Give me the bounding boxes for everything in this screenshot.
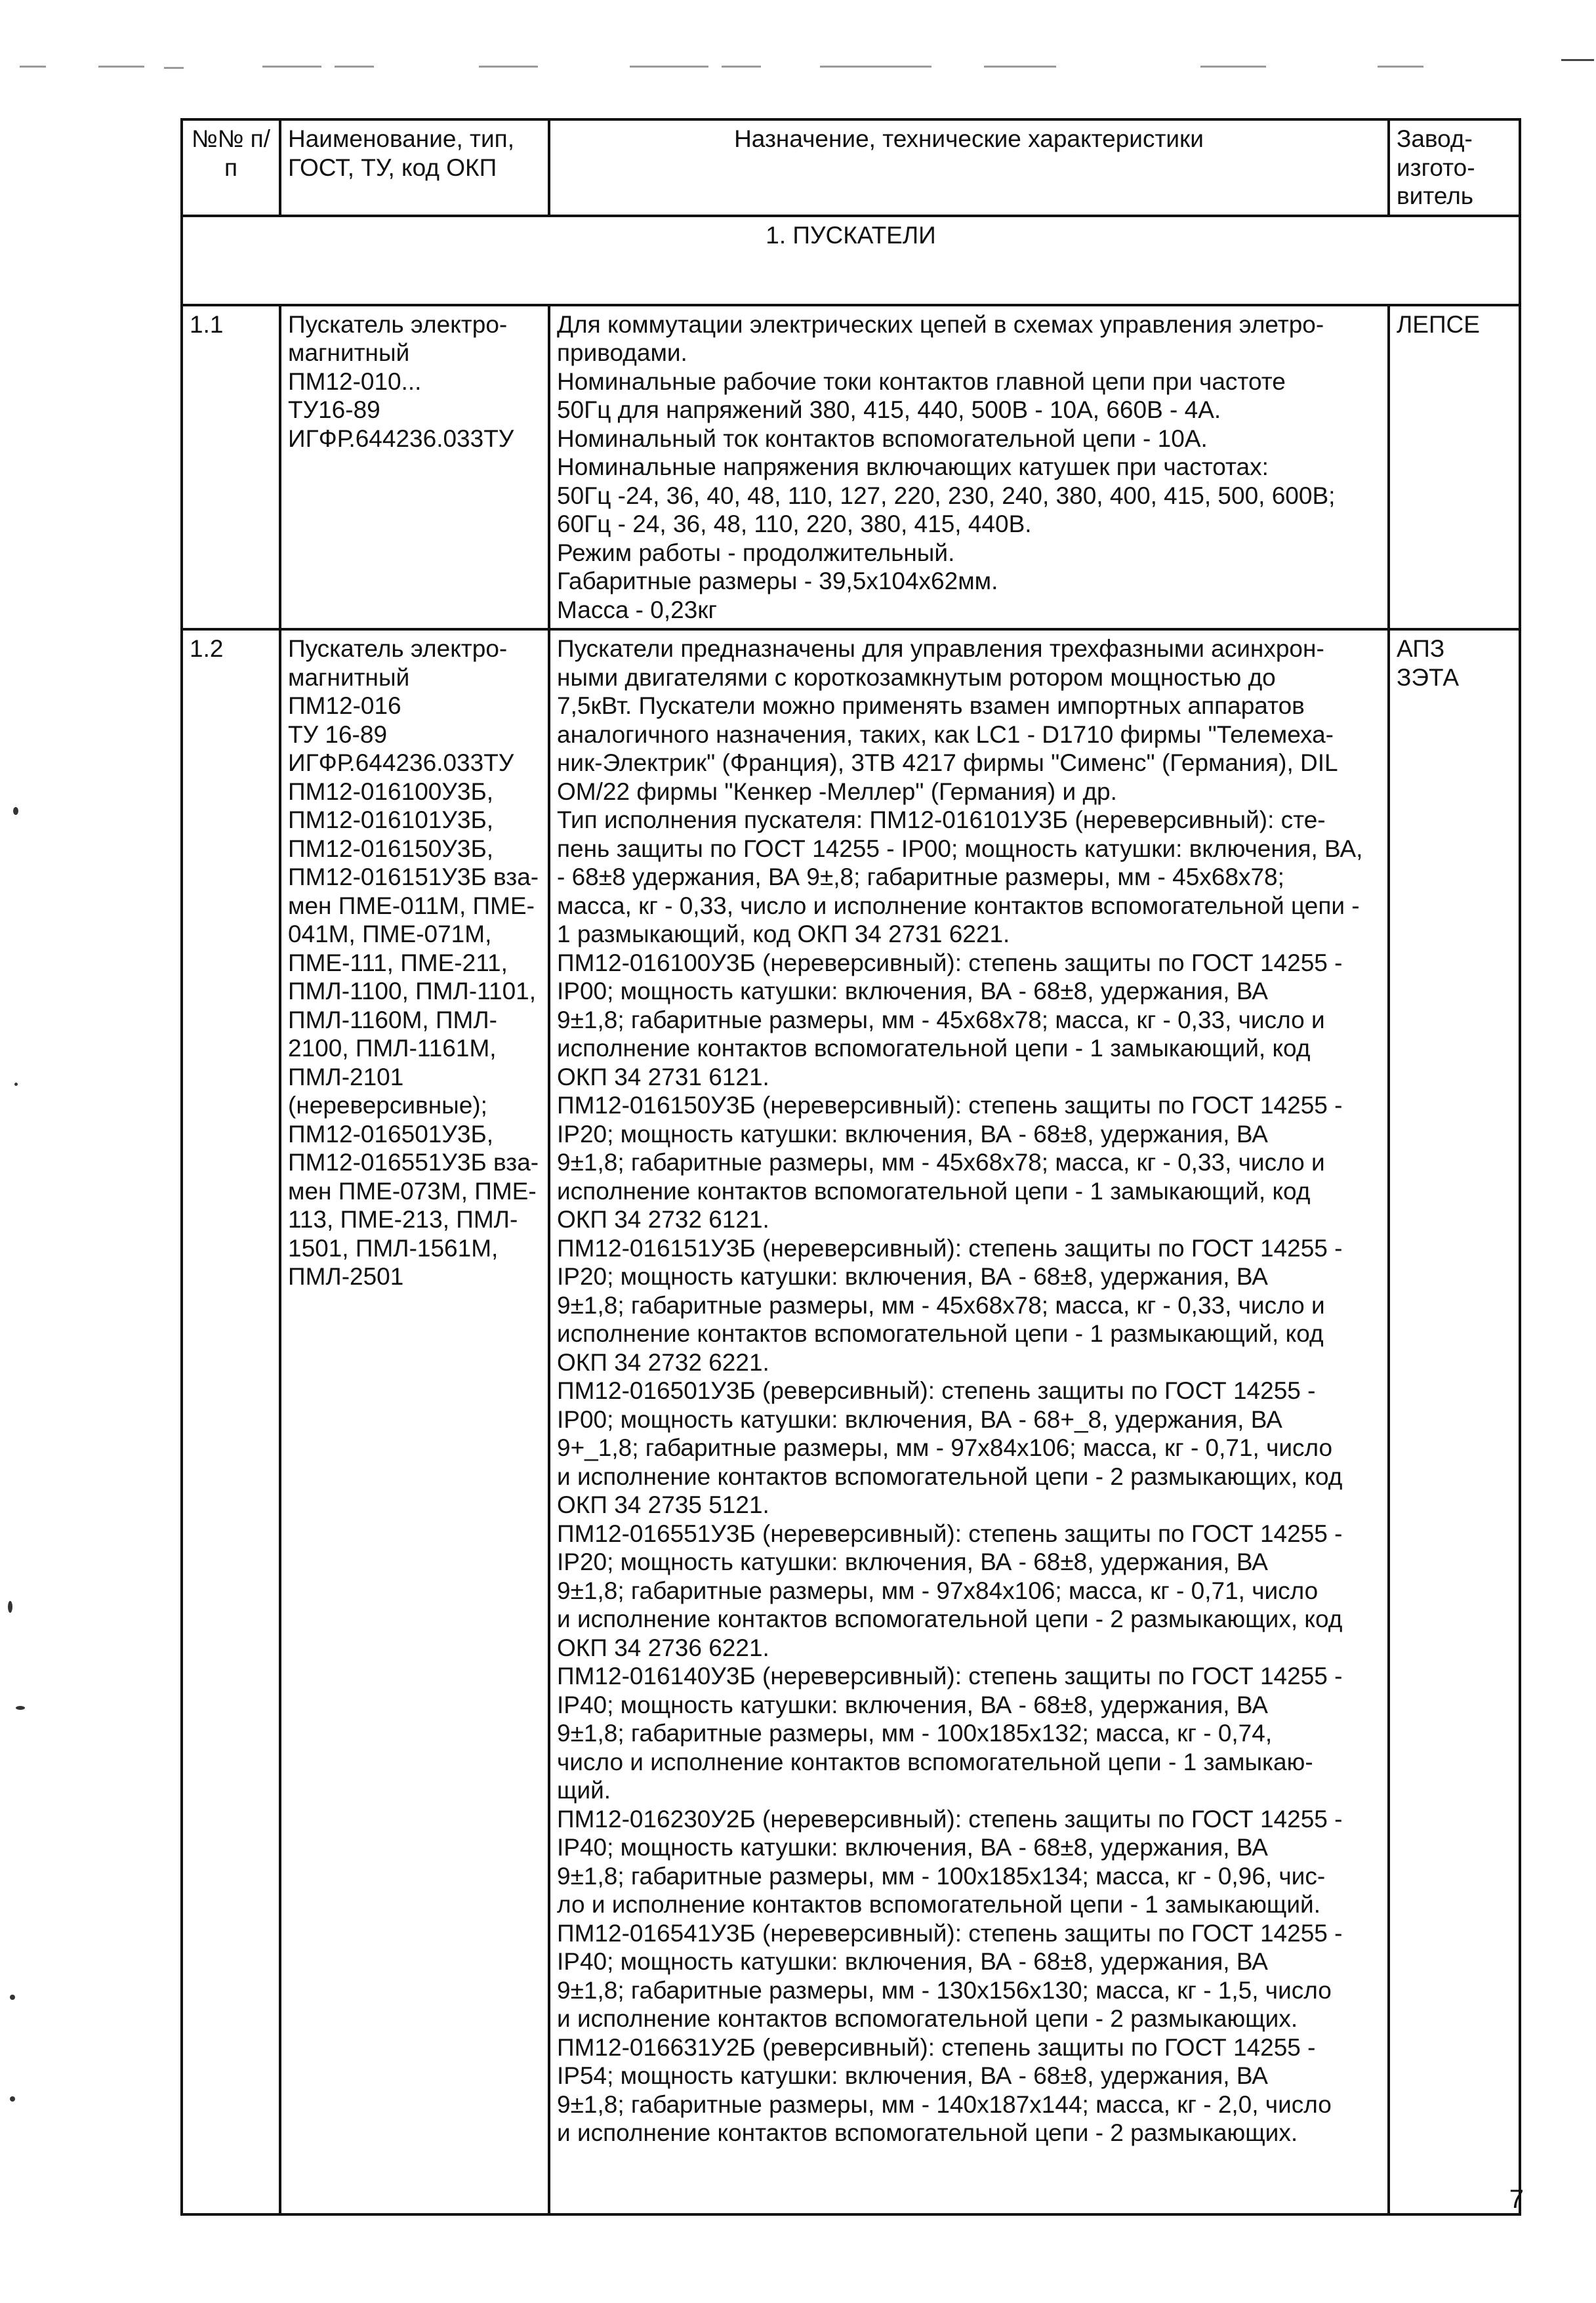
text-line: 7,5кВт. Пускатели можно применять взамен импортных аппаратов: [557, 692, 1305, 719]
text-line: ПМ12-016631У2Б (реверсивный): степень защиты по ГОСТ 14255 -: [557, 2033, 1316, 2061]
row-num: 1.1: [182, 305, 280, 630]
text-line: Режим работы - продолжительный.: [557, 539, 955, 566]
table-header-row: [182, 119, 1520, 216]
table-row: [182, 629, 1520, 2214]
text-line: исполнение контактов вспомогательной цепи - 1 замыкающий, код: [557, 1177, 1311, 1205]
text-line: 9±1,8; габаритные размеры, мм - 45х68х78; масса, кг - 0,33, число и: [557, 1006, 1325, 1033]
text-line: пень защиты по ГОСТ 14255 - IP00; мощность катушки: включения, ВА,: [557, 835, 1363, 862]
text-line: - 68±8 удержания, ВА 9±,8; габаритные размеры, мм - 45х68х78;: [557, 863, 1284, 890]
text-line: ТУ16-89: [288, 396, 380, 423]
text-line: ПМЛ-2501: [288, 1263, 404, 1290]
text-line: 9±1,8; габаритные размеры, мм - 100х185х134; масса, кг - 0,96, чис-: [557, 1862, 1326, 1890]
section-row: [182, 216, 1520, 305]
text-line: ПМ12-010...: [288, 367, 422, 395]
text-line: ными двигателями с короткозамкнутым ротором мощностью до: [557, 663, 1276, 691]
text-line: магнитный: [288, 339, 410, 366]
text-line: 60Гц - 24, 36, 48, 110, 220, 380, 415, 440В.: [557, 510, 1032, 537]
text-line: IP20; мощность катушки: включения, ВА - 68±8, удержания, ВА: [557, 1120, 1268, 1148]
text-line: ПМЛ-1100, ПМЛ-1101,: [288, 978, 537, 1005]
text-line: ТУ 16-89: [288, 720, 388, 748]
text-line: ОКП 34 2736 6221.: [557, 1634, 769, 1661]
text-line: ОКП 34 2731 6121.: [557, 1063, 769, 1090]
text-line: ПМ12-016100У3Б (нереверсивный): степень защиты по ГОСТ 14255 -: [557, 949, 1343, 976]
text-line: IP54; мощность катушки: включения, ВА - 68±8, удержания, ВА: [557, 2062, 1268, 2089]
text-line: 9+_1,8; габаритные размеры, мм - 97х84х106; масса, кг - 0,71, число: [557, 1434, 1333, 1461]
text-line: ЗЭТА: [1397, 663, 1459, 691]
text-line: и исполнение контактов вспомогательной цепи - 2 размыкающих, код: [557, 1606, 1343, 1632]
header-purpose: Назначение, технические характеристики: [549, 119, 1389, 216]
text-line: ИГФР.644236.033ТУ: [288, 425, 514, 452]
text-line: АПЗ: [1397, 635, 1445, 662]
text-line: и исполнение контактов вспомогательной цепи - 2 размыкающих.: [557, 2119, 1298, 2146]
text-line: и исполнение контактов вспомогательной цепи - 2 размыкающих.: [557, 2005, 1298, 2032]
text-line: 9±1,8; габаритные размеры, мм - 45х68х78; масса, кг - 0,33, число и: [557, 1149, 1325, 1176]
text-line: ПМ12-016151У3Б (нереверсивный): степень защиты по ГОСТ 14255 -: [557, 1234, 1343, 1262]
text-line: Номинальный ток контактов вспомогательной цепи - 10А.: [557, 425, 1208, 452]
text-line: ПМ12-016150У3Б (нереверсивный): степень защиты по ГОСТ 14255 -: [557, 1092, 1343, 1119]
text-line: ПМ12-016: [288, 692, 401, 719]
text-line: ОКП 34 2735 5121.: [557, 1491, 769, 1518]
row-name: [280, 305, 549, 630]
text-line: ПМ12-016551У3Б вза-: [288, 1149, 539, 1176]
text-line: 2100, ПМЛ-1161М,: [288, 1035, 497, 1062]
text-line: исполнение контактов вспомогательной цепи - 1 замыкающий, код: [557, 1035, 1311, 1062]
text-line: ПМ12-016501У3Б (реверсивный): степень защиты по ГОСТ 14255 -: [557, 1377, 1316, 1404]
text-line: щий.: [557, 1777, 611, 1804]
text-line: IP20; мощность катушки: включения, ВА - 68±8, удержания, ВА: [557, 1263, 1268, 1290]
text-line: ПМ12-016501У3Б,: [288, 1120, 494, 1148]
row-description: [549, 629, 1389, 2214]
row-description: [549, 305, 1389, 630]
text-line: Пускатель электро-: [288, 310, 508, 338]
header-maker: Завод-изгото-витель: [1389, 119, 1520, 216]
text-line: мен ПМЕ-011М, ПМЕ-: [288, 892, 535, 919]
text-line: приводами.: [557, 339, 687, 366]
text-line: ОКП 34 2732 6121.: [557, 1206, 769, 1233]
text-line: IP40; мощность катушки: включения, ВА - 68±8, удержания, ВА: [557, 1834, 1268, 1861]
text-line: IP00; мощность катушки: включения, ВА - 68+_8, удержания, ВА: [557, 1405, 1282, 1433]
section-title: 1. ПУСКАТЕЛИ: [182, 216, 1520, 305]
row-maker: [1389, 629, 1520, 2214]
text-line: ло и исполнение контактов вспомогательной цепи - 1 замыкающий.: [557, 1891, 1320, 1918]
text-line: ПМ12-016541У3Б (нереверсивный): степень защиты по ГОСТ 14255 -: [557, 1919, 1343, 1947]
text-line: Номинальные рабочие токи контактов главной цепи при частоте: [557, 367, 1286, 395]
text-line: ПМ12-016151У3Б вза-: [288, 863, 539, 890]
text-line: ЛЕПСЕ: [1397, 310, 1480, 338]
text-line: ник-Электрик" (Франция), 3ТВ 4217 фирмы "Сименс" (Германия), DIL: [557, 749, 1338, 776]
text-line: ПМ12-016150У3Б,: [288, 835, 494, 862]
text-line: 9±1,8; габаритные размеры, мм - 97х84х106; масса, кг - 0,71, число: [557, 1577, 1319, 1604]
text-line: 041М, ПМЕ-071М,: [288, 921, 492, 947]
text-line: ОКП 34 2732 6221.: [557, 1348, 769, 1376]
text-line: IP40; мощность катушки: включения, ВА - 68±8, удержания, ВА: [557, 1691, 1268, 1718]
header-name: Наименование, тип, ГОСТ, ТУ, код ОКП: [280, 119, 549, 216]
text-line: 50Гц для напряжений 380, 415, 440, 500В - 10А, 660В - 4А.: [557, 396, 1221, 423]
text-line: аналогичного назначения, таких, как LC1 - D1710 фирмы "Телемеха-: [557, 720, 1334, 748]
text-line: 9±1,8; габаритные размеры, мм - 140х187х144; масса, кг - 2,0, число: [557, 2090, 1332, 2118]
text-line: 50Гц -24, 36, 40, 48, 110, 127, 220, 230, 240, 380, 400, 415, 500, 600В;: [557, 482, 1336, 509]
text-line: масса, кг - 0,33, число и исполнение контактов вспомогательной цепи -: [557, 892, 1360, 919]
text-line: 113, ПМЕ-213, ПМЛ-: [288, 1206, 518, 1233]
text-line: ПМ12-016101У3Б,: [288, 806, 494, 833]
header-num: №№ п/п: [182, 119, 280, 216]
text-line: ИГФР.644236.033ТУ: [288, 749, 514, 776]
text-line: ПМ12-016100У3Б,: [288, 778, 494, 805]
text-line: 1 размыкающий, код ОКП 34 2731 6221.: [557, 921, 1010, 947]
text-line: магнитный: [288, 663, 410, 691]
text-line: исполнение контактов вспомогательной цепи - 1 размыкающий, код: [557, 1320, 1324, 1347]
text-line: Для коммутации электрических цепей в схемах управления элетро-: [557, 310, 1324, 338]
text-line: Габаритные размеры - 39,5х104х62мм.: [557, 568, 998, 594]
row-num: 1.2: [182, 629, 280, 2214]
text-line: IP00; мощность катушки: включения, ВА - 68±8, удержания, ВА: [557, 978, 1268, 1005]
table-row: [182, 305, 1520, 630]
page-number: 7: [1509, 2185, 1524, 2214]
text-line: ПМЛ-2101: [288, 1063, 404, 1090]
text-line: ПМ12-016230У2Б (нереверсивный): степень защиты по ГОСТ 14255 -: [557, 1805, 1343, 1833]
text-line: Тип исполнения пускателя: ПМ12-016101У3Б (нереверсивный): сте-: [557, 806, 1326, 833]
text-line: (нереверсивные);: [288, 1092, 487, 1119]
text-line: 9±1,8; габаритные размеры, мм - 45х68х78; масса, кг - 0,33, число и: [557, 1291, 1325, 1319]
text-line: 9±1,8; габаритные размеры, мм - 130х156х130; масса, кг - 1,5, число: [557, 1976, 1332, 2004]
text-line: и исполнение контактов вспомогательной цепи - 2 размыкающих, код: [557, 1463, 1343, 1490]
text-line: 9±1,8; габаритные размеры, мм - 100х185х132; масса, кг - 0,74,: [557, 1720, 1273, 1747]
text-line: ПМЕ-111, ПМЕ-211,: [288, 949, 508, 976]
text-line: Номинальные напряжения включающих катушек при частотах:: [557, 453, 1269, 480]
text-line: ПМ12-016551У3Б (нереверсивный): степень защиты по ГОСТ 14255 -: [557, 1520, 1343, 1547]
products-table: [180, 118, 1521, 2216]
text-line: Пускатели предназначены для управления трехфазными асинхрон-: [557, 635, 1324, 662]
text-line: ОМ/22 фирмы "Кенкер -Меллер" (Германия) и др.: [557, 778, 1117, 805]
text-line: IP20; мощность катушки: включения, ВА - 68±8, удержания, ВА: [557, 1548, 1268, 1575]
text-line: 1501, ПМЛ-1561М,: [288, 1234, 499, 1262]
row-name: [280, 629, 549, 2214]
text-line: ПМЛ-1160М, ПМЛ-: [288, 1006, 497, 1033]
text-line: Пускатель электро-: [288, 635, 508, 662]
text-line: число и исполнение контактов вспомогательной цепи - 1 замыкаю-: [557, 1748, 1313, 1775]
text-line: Масса - 0,23кг: [557, 596, 717, 623]
text-line: IP40; мощность катушки: включения, ВА - 68±8, удержания, ВА: [557, 1948, 1268, 1975]
row-maker: [1389, 305, 1520, 630]
text-line: мен ПМЕ-073М, ПМЕ-: [288, 1177, 537, 1205]
text-line: ПМ12-016140У3Б (нереверсивный): степень защиты по ГОСТ 14255 -: [557, 1663, 1343, 1690]
